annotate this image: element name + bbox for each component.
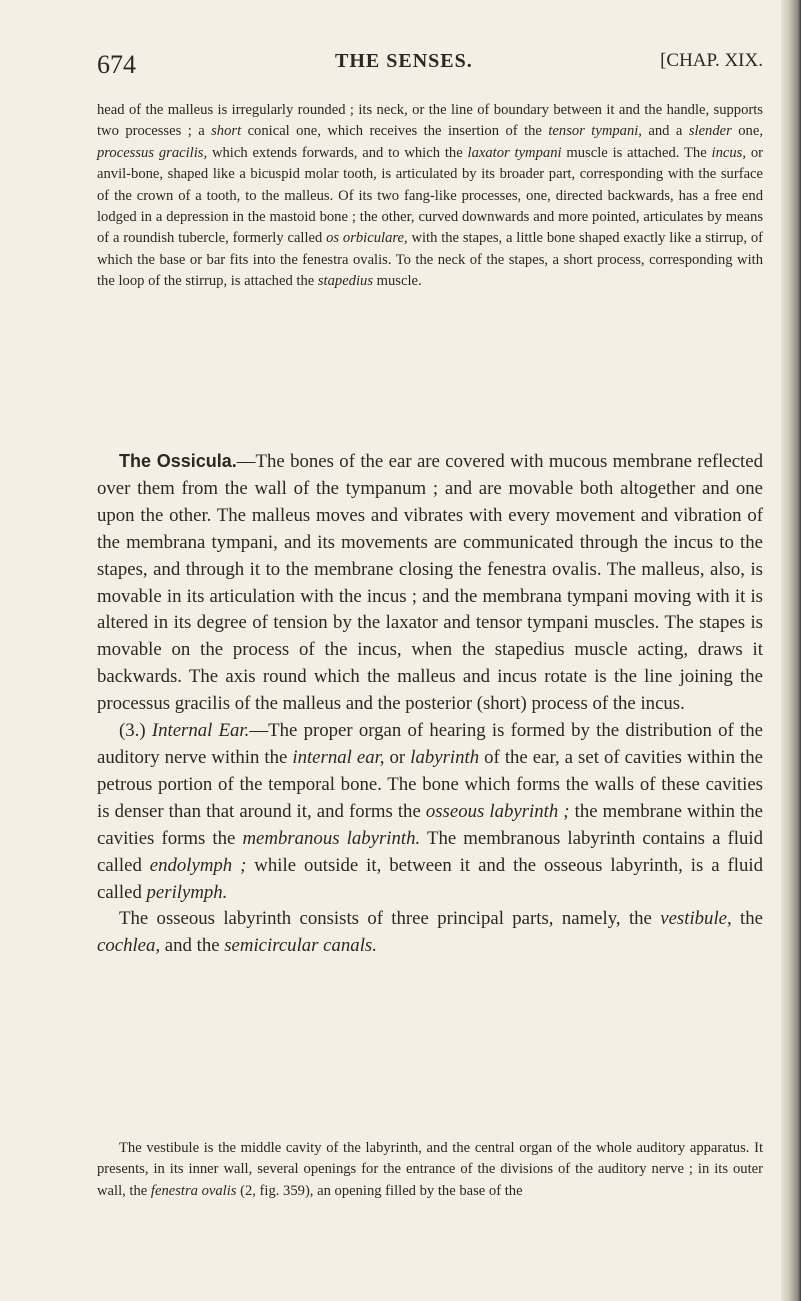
page-number: 674: [97, 50, 136, 79]
page-edge-shadow: [781, 0, 801, 1301]
running-title: THE SENSES.: [335, 50, 473, 72]
paragraph-vestibule: The vestibule is the middle cavity of the labyrinth, and the central organ of the whole auditory apparatus. It presents, in its inner wall, several openings for the entrance of the divisions of the auditory nerve ; in its outer wall, the fenestra ovalis (2, fig. 359), an opening filled by the base of the: [97, 1140, 763, 1199]
chapter-reference: [CHAP. XIX.: [660, 50, 763, 71]
page-header: [97, 50, 763, 84]
main-text: [97, 448, 763, 960]
section-heading: The Ossicula.: [119, 451, 237, 471]
paragraph-osseous-labyrinth: The osseous labyrinth consists of three principal parts, namely, the vestibule, the cochlea, and the semicircular canals.: [97, 908, 763, 957]
paragraph-internal-ear: (3.) Internal Ear.—The proper organ of hearing is formed by the distribution of the auditory nerve within the internal ear, or labyrinth of the ear, a set of cavities within the petrous portion of the temporal bone. The bone which forms the walls of these cavities is denser than that around it, and forms the osseous labyrinth ; the membrane within the cavities forms the membranous labyrinth. The membranous labyrinth contains a fluid called endolymph ; while outside it, between it and the osseous labyrinth, is a fluid called perilymph.: [97, 720, 764, 903]
paragraph-ossicula: The Ossicula.—The bones of the ear are covered with mucous membrane reflected over them from the wall of the tympanum ; and are movable both altogether and one upon the other. The malleus moves and vibrates with every movement and vibration of the membrana tympani, and its movements are communicated through the incus to the stapes, and through it to the membrane closing the fenestra ovalis. The malleus, also, is movable in its articulation with the incus ; and the membrana tympani moving with it is altered in its degree of tension by the laxator and tensor tympani muscles. The stapes is movable on the process of the incus, when the stapedius muscle acting, draws it backwards. The axis round which the malleus and incus rotate is the line joining the processus gracilis of the malleus and the posterior (short) process of the incus.: [97, 451, 763, 715]
paragraph-malleus-incus: head of the malleus is irregularly rounded ; its neck, or the line of boundary between it and the handle, supports two processes ; a short conical one, which receives the insertion of the tensor tympani, and a slender one, processus gracilis, which extends forwards, and to which the laxator tympani muscle is attached. The incus, or anvil-bone, shaped like a bicuspid molar tooth, is articulated by its broader part, corresponding with the surface of the crown of a tooth, to the malleus. Of its two fang-like processes, one, directed backwards, has a free end lodged in a depression in the mastoid bone ; the other, curved downwards and more pointed, articulates by means of a roundish tubercle, formerly called os orbiculare, with the stapes, a little bone shaped exactly like a stirrup, of which the base or bar fits into the fenestra ovalis. To the neck of the stapes, a short process, corresponding with the loop of the stirrup, is attached the stapedius muscle.: [97, 102, 763, 290]
